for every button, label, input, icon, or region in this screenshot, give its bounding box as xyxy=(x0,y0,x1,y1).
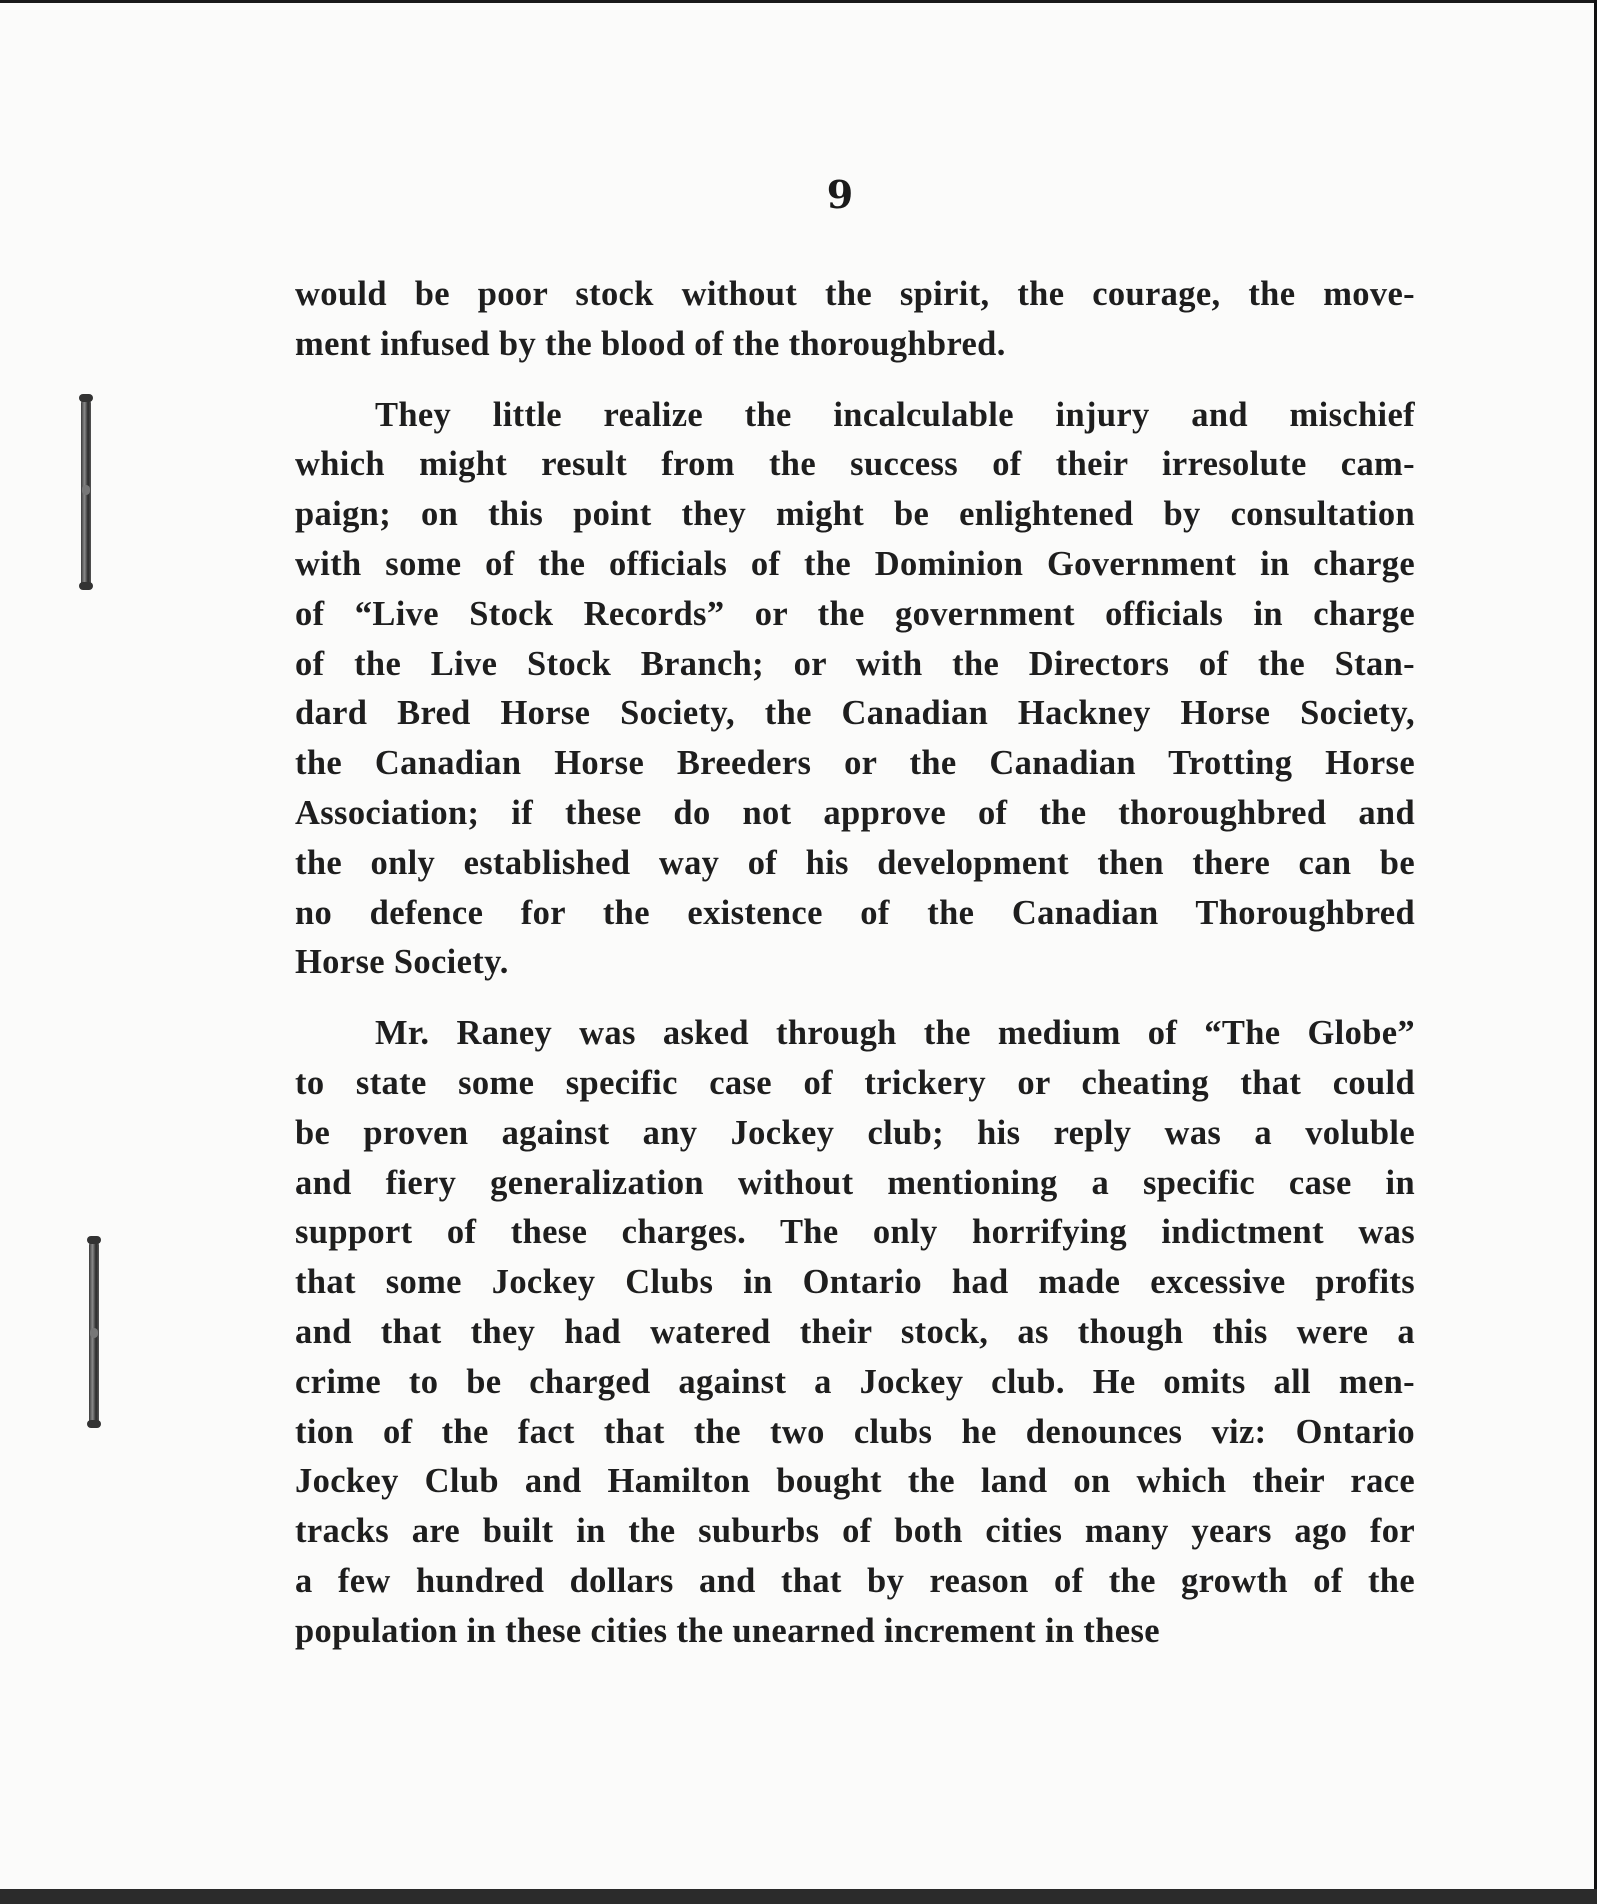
page-top-edge xyxy=(0,0,1608,3)
text-line: with some of the officials of the Dominion Government in charge xyxy=(295,544,1415,583)
page-number: 9 xyxy=(826,172,854,217)
staple-top-mid xyxy=(82,485,90,495)
text-line: tracks are built in the suburbs of both cities many years ago for xyxy=(295,1512,1415,1551)
staple-bottom-head xyxy=(87,1236,101,1244)
body-text xyxy=(295,270,1415,1657)
text-line: Mr. Raney was asked through the medium of “The Globe” xyxy=(375,1014,1415,1053)
text-line: of “Live Stock Records” or the government officials in charge xyxy=(295,594,1415,633)
paragraph-gap xyxy=(295,988,1415,1009)
paragraph-gap xyxy=(295,370,1415,391)
text-line: which might result from the success of their irresolute cam- xyxy=(295,445,1415,484)
text-line: that some Jockey Clubs in Ontario had made excessive profits xyxy=(295,1263,1415,1302)
text-line: ment infused by the blood of the thoroughbred. xyxy=(295,324,1006,363)
paragraph-3 xyxy=(295,1009,1415,1656)
text-line: support of these charges. The only horrifying indictment was xyxy=(295,1213,1415,1252)
staple-bottom-foot xyxy=(87,1420,101,1428)
text-line: the Canadian Horse Breeders or the Canadian Trotting Horse xyxy=(295,744,1415,783)
text-line: dard Bred Horse Society, the Canadian Hackney Horse Society, xyxy=(295,694,1415,733)
staple-bottom-mid xyxy=(90,1328,98,1338)
paragraph-2 xyxy=(295,391,1415,989)
text-line: paign; on this point they might be enlightened by consultation xyxy=(295,495,1415,534)
text-line: the only established way of his development then there can be xyxy=(295,843,1415,882)
text-line: They little realize the incalculable injury and mischief xyxy=(375,395,1415,434)
staple-top-foot xyxy=(79,582,93,590)
staple-top-head xyxy=(79,394,93,402)
text-line: a few hundred dollars and that by reason of the growth of the xyxy=(295,1561,1415,1600)
text-line: Association; if these do not approve of the thoroughbred and xyxy=(295,793,1415,832)
text-line: Jockey Club and Hamilton bought the land on which their race xyxy=(295,1462,1415,1501)
text-line: population in these cities the unearned increment in these xyxy=(295,1611,1160,1650)
paragraph-1 xyxy=(295,270,1415,370)
page-bottom-edge xyxy=(0,1889,1597,1904)
text-line: would be poor stock without the spirit, the courage, the move- xyxy=(295,275,1415,313)
text-line: crime to be charged against a Jockey club. He omits all men- xyxy=(295,1362,1415,1401)
text-line: Horse Society. xyxy=(295,943,509,982)
text-line: be proven against any Jockey club; his reply was a voluble xyxy=(295,1113,1415,1152)
text-line: no defence for the existence of the Canadian Thoroughbred xyxy=(295,893,1415,932)
page-right-margin xyxy=(1597,0,1608,1904)
text-line: and fiery generalization without mentioning a specific case in xyxy=(295,1163,1415,1202)
text-line: and that they had watered their stock, as though this were a xyxy=(295,1312,1415,1351)
text-line: of the Live Stock Branch; or with the Directors of the Stan- xyxy=(295,644,1415,683)
text-line: tion of the fact that the two clubs he denounces viz: Ontario xyxy=(295,1412,1415,1451)
text-line: to state some specific case of trickery or cheating that could xyxy=(295,1063,1415,1102)
